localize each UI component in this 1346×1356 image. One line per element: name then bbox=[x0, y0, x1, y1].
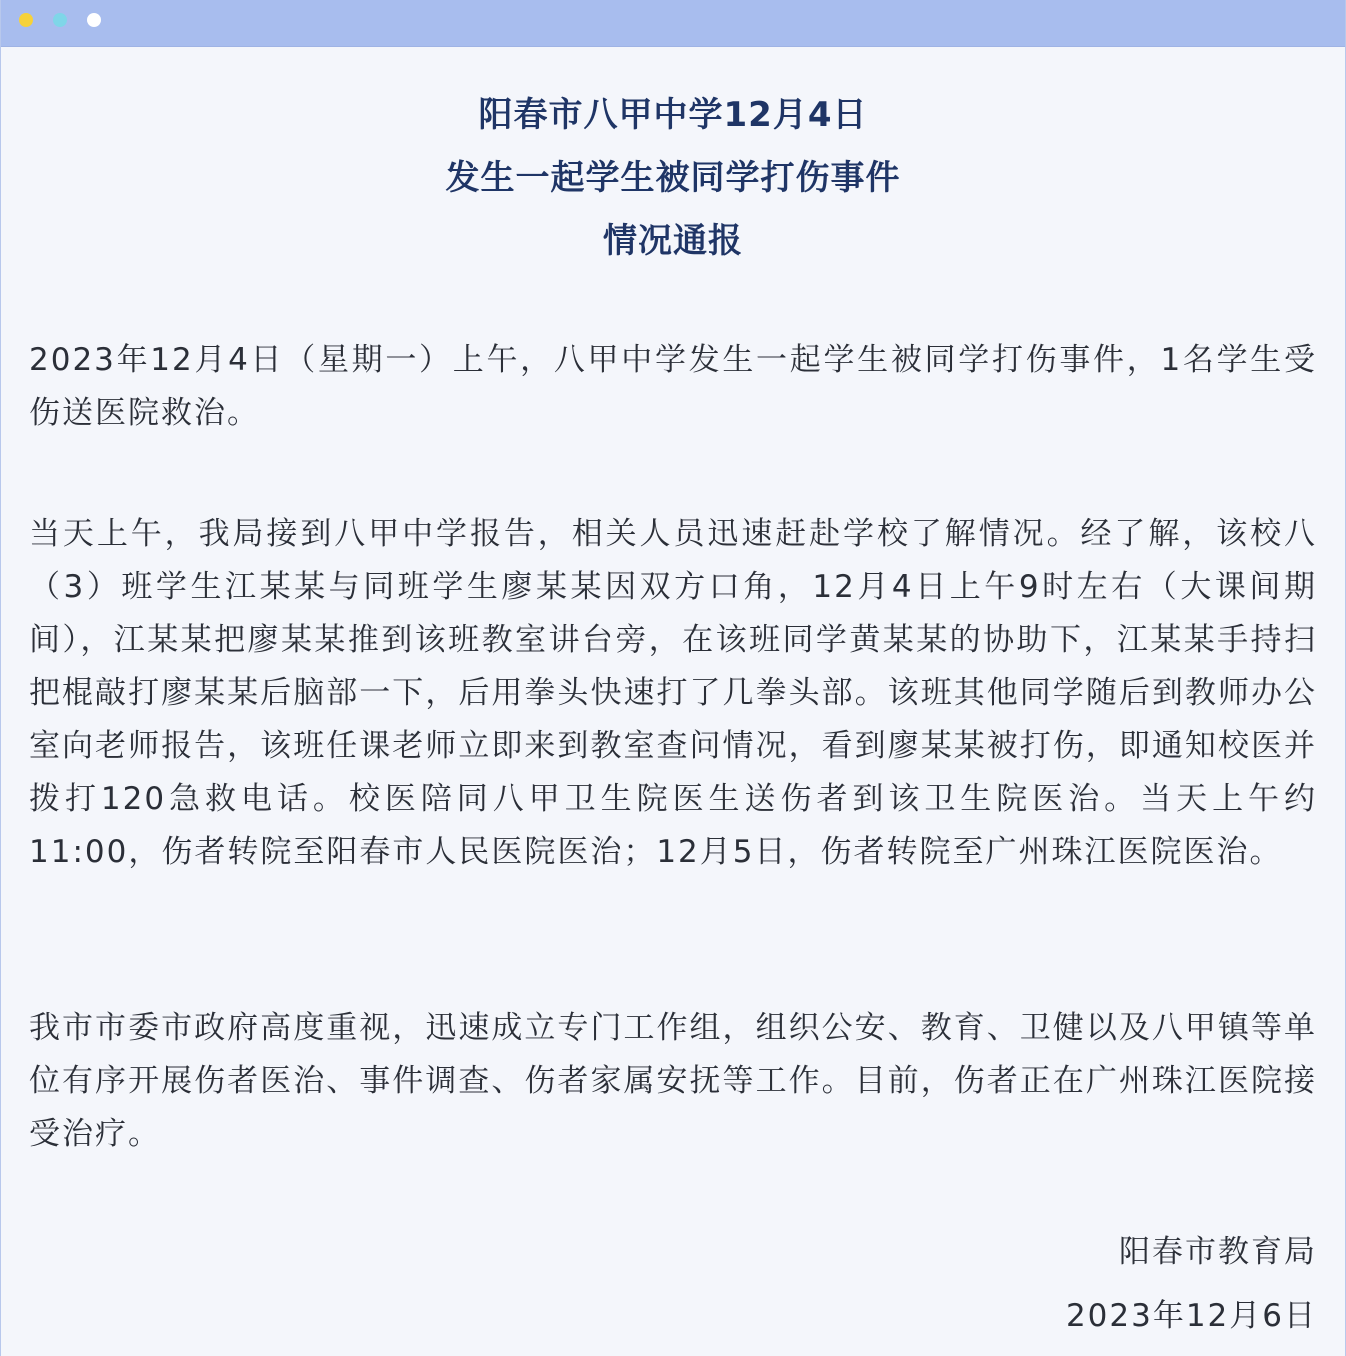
window-dot-white-icon[interactable] bbox=[87, 13, 101, 27]
window-dot-yellow-icon[interactable] bbox=[19, 13, 33, 27]
signature-org: 阳春市教育局 bbox=[1119, 1234, 1317, 1270]
window-dot-cyan-icon[interactable] bbox=[53, 13, 67, 27]
paragraph-3: 我市市委市政府高度重视，迅速成立专门工作组，组织公安、教育、卫健以及八甲镇等单位有序开展伤者医治、事件调查、伤者家属安抚等工作。目前，伤者正在广州珠江医院接受治疗。 bbox=[29, 1010, 1317, 1152]
signature-date: 2023年12月6日 bbox=[1065, 1298, 1317, 1334]
document-title bbox=[29, 84, 1317, 273]
paragraph-2: 当天上午，我局接到八甲中学报告，相关人员迅速赶赴学校了解情况。经了解，该校八（3）班学生江某某与同班学生廖某某因双方口角，12月4日上午9时左右（大课间期间），江某某把廖某某推到该班教室讲台旁，在该班同学黄某某的协助下，江某某手持扫把棍敲打廖某某后脑部一下，后用拳头快速打了几拳头部。该班其他同学随后到教师办公室向老师报告，该班任课老师立即来到教室查问情况，看到廖某某被打伤，即通知校医并拨打120急救电话。校医陪同八甲卫生院医生送伤者到该卫生院医治。当天上午约11:00，伤者转院至阳春市人民医院医治；12月5日，伤者转院至广州珠江医院医治。 bbox=[29, 516, 1317, 870]
paragraph-1: 2023年12月4日（星期一）上午，八甲中学发生一起学生被同学打伤事件，1名学生受伤送医院救治。 bbox=[29, 342, 1317, 431]
title-line-3: 情况通报 bbox=[603, 221, 743, 261]
title-line-2: 发生一起学生被同学打伤事件 bbox=[445, 158, 901, 198]
document-body bbox=[29, 46, 1317, 1334]
title-line-1: 阳春市八甲中学12月4日 bbox=[478, 95, 868, 135]
title-bar bbox=[1, 0, 1345, 47]
